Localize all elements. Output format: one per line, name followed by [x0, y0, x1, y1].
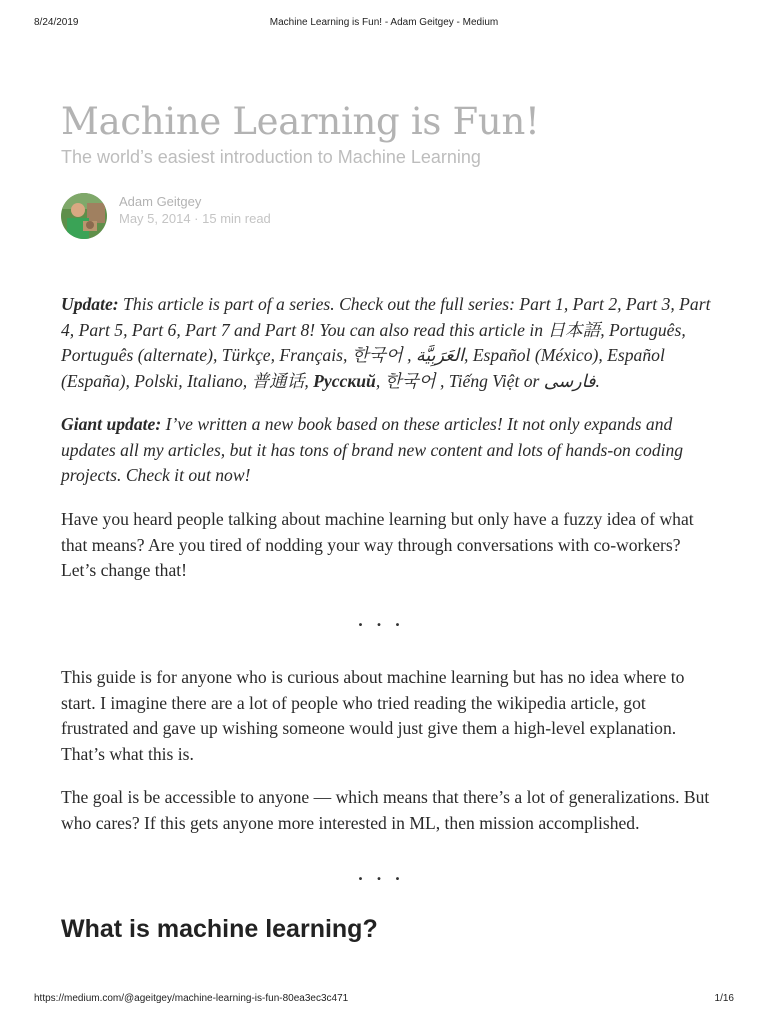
guide-paragraph: This guide is for anyone who is curious about machine learning but has no idea where to start. I imagine there are a lot of people who tried reading the wikipedia article, got frustrated and gave up wishing someone would just give them a high-level explanation. That’s what this is. — [61, 667, 685, 764]
section-heading: What is machine learning? — [61, 915, 378, 943]
post-meta — [119, 210, 271, 228]
russian-link[interactable]: Русский — [313, 370, 376, 391]
print-footer — [0, 993, 768, 1007]
print-doc-title: Machine Learning is Fun! - Adam Geitgey - Medium — [269, 17, 499, 28]
article-header — [61, 98, 709, 226]
author-avatar[interactable] — [61, 193, 107, 239]
giant-update-label: Giant update: — [61, 414, 162, 434]
update-tail: , 한국어 , Tiếng Việt or فارسی. — [375, 370, 600, 391]
goal-paragraph: The goal is be accessible to anyone — which means that there’s a lot of generalizations. But who cares? If this gets anyone more interested in ML, then mission accomplished. — [61, 787, 710, 833]
article-title: Machine Learning is Fun! — [61, 100, 540, 143]
giant-update-paragraph — [61, 412, 711, 489]
intro-paragraph: Have you heard people talking about machine learning but only have a fuzzy idea of what that means? Are you tired of nodding your way through conversations with co-workers? Let’s change that! — [61, 509, 694, 581]
post-date: May 5, 2014 — [119, 211, 191, 226]
section-separator: ... — [358, 610, 414, 630]
update-paragraph — [61, 292, 711, 394]
update-text: This article is part of a series. Check out the full series: Part 1, Part 2, Part 3, Part 4, Part 5, Part 6, Part 7 and Part 8! You can also read this article in 日本語, Português, Português (alternate), Türkçe, Français, 한국어 , العَرَبِيَّة‎‎, Español (México), Español (España), Polski, Italiano, 普通话, — [61, 294, 711, 391]
update-label: Update: — [61, 294, 119, 314]
meta-separator: · — [194, 211, 199, 226]
article-subtitle: The world’s easiest introduction to Machine Learning — [61, 147, 481, 167]
author-name[interactable]: Adam Geitgey — [119, 194, 202, 209]
print-url[interactable]: https://medium.com/@ageitgey/machine-learning-is-fun-80ea3ec3c471 — [34, 993, 349, 1004]
page-number: 1/16 — [714, 993, 734, 1004]
section-separator: ... — [358, 864, 414, 884]
read-time: 15 min read — [202, 211, 271, 226]
byline — [61, 193, 461, 239]
giant-update-text: I’ve written a new book based on these articles! It not only expands and updates all my articles, but it has tons of brand new content and lots of hands-on coding projects. Check it out now! — [61, 414, 684, 486]
print-header — [0, 17, 768, 31]
print-date: 8/24/2019 — [34, 17, 79, 28]
